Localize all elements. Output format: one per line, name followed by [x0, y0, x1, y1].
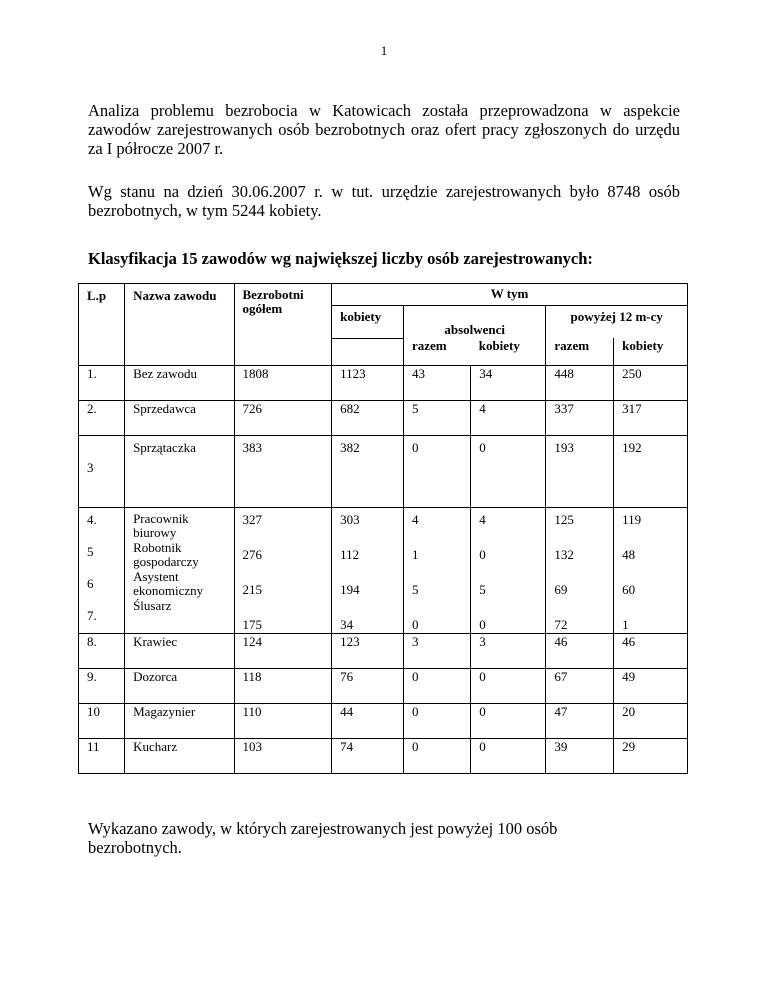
- cell-grad-total: 0: [403, 435, 470, 507]
- cell-lp: 11: [79, 738, 125, 773]
- cell-total: 103: [234, 738, 332, 773]
- cell-grad-total: 0: [403, 738, 470, 773]
- cell-over-total: 337: [546, 400, 614, 435]
- cell-over-women: 49: [614, 668, 688, 703]
- table-row: [79, 668, 688, 703]
- cell-grad-women: 0: [471, 703, 546, 738]
- cell-name: Dozorca: [125, 668, 234, 703]
- cell-name: Pracownik biurowy: [133, 510, 189, 540]
- cell-grad-total: 5: [403, 400, 470, 435]
- cell-over-total: 47: [546, 703, 614, 738]
- table-row: [79, 365, 688, 400]
- header-women-blank: [332, 338, 404, 365]
- cell-over-women: 46: [614, 633, 688, 668]
- header-of-which: W tym: [332, 284, 688, 306]
- header-graduates: absolwenci: [403, 306, 545, 339]
- cell-lp: 6: [87, 575, 94, 591]
- cell-grad-women: 5: [479, 581, 486, 597]
- cell-women: 123: [332, 633, 404, 668]
- cell-over-total: 72: [554, 616, 568, 632]
- cell-name: Kucharz: [125, 738, 234, 773]
- cell-over-total: 193: [546, 435, 614, 507]
- cell-women: 1123: [332, 365, 404, 400]
- cell-name: Sprzedawca: [125, 400, 234, 435]
- cell-over-women: 20: [614, 703, 688, 738]
- header-over12: powyżej 12 m-cy: [546, 306, 688, 339]
- cell-grad-total: 3: [403, 633, 470, 668]
- cell-total: 726: [234, 400, 332, 435]
- cell-total: 124: [234, 633, 332, 668]
- table-row: [79, 703, 688, 738]
- header-row: [79, 284, 688, 306]
- cell-total: 327: [242, 511, 263, 527]
- table-row-group: [79, 507, 688, 633]
- cell-lp: 7.: [87, 607, 97, 623]
- cell-women: 682: [332, 400, 404, 435]
- cell-grad-total: 0: [411, 616, 419, 632]
- cell-over-total: 448: [546, 365, 614, 400]
- cell-lp: 2.: [79, 400, 125, 435]
- cell-grad-total: 5: [411, 581, 419, 597]
- cell-women: 44: [332, 703, 404, 738]
- cell-name: Sprzątaczka: [125, 435, 234, 507]
- cell-grad-women: 0: [471, 668, 546, 703]
- cell-over-total: 69: [554, 581, 568, 597]
- cell-over-total: 132: [554, 546, 574, 562]
- cell-over-women: 119: [622, 511, 642, 527]
- cell-name: Magazynier: [125, 703, 234, 738]
- cell-total: 383: [234, 435, 332, 507]
- cell-women: 303: [340, 511, 360, 527]
- cell-over-women: 29: [614, 738, 688, 773]
- cell-over-women: 317: [614, 400, 688, 435]
- cell-total: 215: [242, 581, 263, 597]
- header-women: kobiety: [332, 306, 404, 339]
- cell-grad-women: 0: [471, 738, 546, 773]
- table-row: [79, 400, 688, 435]
- header-lp: L.p: [79, 284, 125, 366]
- cell-women: 112: [340, 546, 360, 562]
- header-total: Bezrobotni ogółem: [234, 284, 332, 366]
- cell-total: 110: [234, 703, 332, 738]
- cell-total: 118: [234, 668, 332, 703]
- page-number: 1: [380, 43, 388, 58]
- cell-name: Bez zawodu: [125, 365, 234, 400]
- cell-lp: 5: [87, 543, 94, 559]
- cell-name: Robotnik gospodarczy: [133, 539, 199, 569]
- cell-over-women: 1: [622, 616, 629, 632]
- cell-name: Asystent ekonomiczny: [133, 568, 204, 598]
- cell-women: 34: [340, 616, 354, 632]
- cell-grad-women: 3: [471, 633, 546, 668]
- cell-women: 74: [332, 738, 404, 773]
- cell-grad-total: 4: [411, 511, 419, 527]
- cell-total: 1808: [234, 365, 332, 400]
- table-row: [79, 633, 688, 668]
- header-grad-total: razem: [403, 338, 470, 365]
- cell-grad-total: 1: [411, 546, 419, 562]
- cell-lp: 9.: [79, 668, 125, 703]
- cell-grad-total: 0: [403, 703, 470, 738]
- cell-women: 76: [332, 668, 404, 703]
- cell-name: Krawiec: [125, 633, 234, 668]
- cell-over-women: 48: [622, 546, 636, 562]
- header-over-women: kobiety: [614, 338, 688, 365]
- header-grad-women: kobiety: [471, 338, 546, 365]
- table-row: [79, 738, 688, 773]
- cell-grad-women: 0: [479, 546, 486, 562]
- cell-over-women: 250: [614, 365, 688, 400]
- header-over-total: razem: [546, 338, 614, 365]
- cell-over-total: 125: [554, 511, 574, 527]
- cell-grad-women: 0: [479, 616, 486, 632]
- intro-paragraph: Analiza problemu bezrobocia w Katowicach została przeprowadzona w aspekcie zawodów zarejestrowanych osób bezrobotnych oraz ofert pracy zgłoszonych do urzędu za I półrocze 2007 r.: [88, 101, 680, 158]
- cell-lp: 10: [79, 703, 125, 738]
- cell-over-women: 192: [614, 435, 688, 507]
- table-row: [79, 435, 688, 507]
- header-name: Nazwa zawodu: [125, 284, 234, 366]
- cell-total: 175: [242, 616, 263, 632]
- table-title: Klasyfikacja 15 zawodów wg największej liczby osób zarejestrowanych:: [88, 249, 593, 268]
- cell-grad-total: 43: [403, 365, 470, 400]
- cell-over-total: 46: [546, 633, 614, 668]
- cell-grad-women: 4: [471, 400, 546, 435]
- cell-grad-total: 0: [403, 668, 470, 703]
- occupations-table: [78, 283, 688, 774]
- cell-over-total: 67: [546, 668, 614, 703]
- cell-lp: 4.: [87, 511, 97, 527]
- cell-over-women: 60: [622, 581, 636, 597]
- cell-lp: 8.: [79, 633, 125, 668]
- cell-lp: 1.: [79, 365, 125, 400]
- cell-total: 276: [242, 546, 263, 562]
- closing-paragraph: Wykazano zawody, w których zarejestrowanych jest powyżej 100 osób bezrobotnych.: [88, 819, 558, 857]
- cell-name: Ślusarz: [133, 597, 172, 613]
- cell-over-total: 39: [546, 738, 614, 773]
- cell-grad-women: 34: [471, 365, 546, 400]
- status-paragraph: Wg stanu na dzień 30.06.2007 r. w tut. urzędzie zarejestrowanych było 8748 osób bezrobotnych, w tym 5244 kobiety.: [88, 182, 680, 220]
- cell-grad-women: 4: [479, 511, 486, 527]
- cell-lp: 3: [79, 435, 125, 507]
- cell-women: 382: [332, 435, 404, 507]
- cell-women: 194: [340, 581, 360, 597]
- cell-grad-women: 0: [471, 435, 546, 507]
